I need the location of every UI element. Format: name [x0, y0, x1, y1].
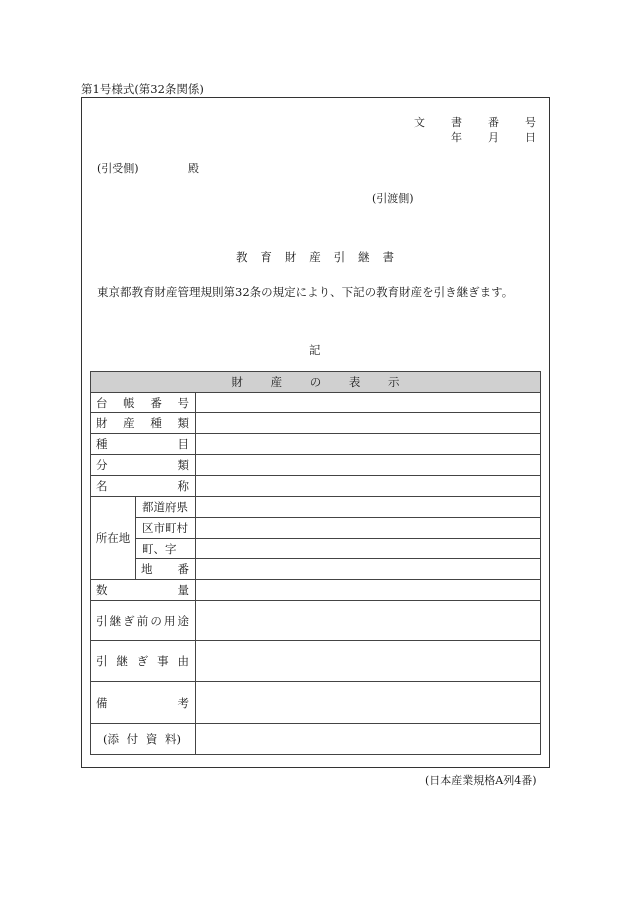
label-char: 量: [177, 583, 189, 597]
ki-label: 記: [309, 343, 321, 357]
name-value[interactable]: [196, 476, 541, 497]
label-char: ぎ: [123, 613, 135, 628]
receiver-label: (引受側): [97, 162, 139, 175]
city-value[interactable]: [196, 518, 541, 539]
date-char: 日: [525, 131, 536, 144]
title-char: 育: [260, 250, 272, 264]
prefecture-value[interactable]: [196, 497, 541, 518]
label-char: 途: [177, 613, 189, 628]
label-char: 産: [123, 416, 135, 430]
header-char: 表: [348, 375, 361, 389]
classification-label: [91, 455, 196, 476]
header-char: の: [309, 375, 322, 389]
label-char: 類: [177, 416, 189, 430]
label-char: 備: [96, 695, 108, 710]
label-char: 考: [177, 695, 189, 710]
table-header: [91, 372, 541, 393]
remarks-value[interactable]: [196, 682, 541, 724]
header-char: 産: [270, 375, 283, 389]
prior-use-value[interactable]: [196, 601, 541, 641]
city-label: 区市町村: [136, 518, 196, 539]
town-value[interactable]: [196, 539, 541, 559]
label-char: 名: [96, 479, 108, 493]
title-char: 産: [309, 250, 321, 264]
label-char: 引: [96, 613, 108, 628]
title-char: 引: [333, 250, 346, 264]
reason-label: [91, 641, 196, 682]
label-char: 種: [150, 416, 162, 430]
title-char: 書: [382, 250, 394, 264]
label-char: 財: [96, 416, 108, 430]
label-char: 種: [96, 437, 108, 451]
reason-value[interactable]: [196, 641, 541, 682]
label-char: 前: [136, 613, 149, 628]
label-char: (添: [103, 732, 119, 746]
label-char: 類: [177, 458, 189, 472]
property-type-value[interactable]: [196, 413, 541, 434]
category-label: [91, 434, 196, 455]
label-char: 番: [177, 562, 189, 576]
label-char: ぎ: [136, 654, 149, 668]
property-type-label: [91, 413, 196, 434]
town-label: 町、字: [136, 539, 196, 559]
location-label: 所在地: [91, 497, 136, 580]
quantity-label: [91, 580, 196, 601]
title-char: 継: [358, 250, 370, 264]
label-char: 番: [150, 395, 162, 410]
label-char: 料): [164, 732, 181, 746]
remarks-label: [91, 682, 196, 724]
label-char: 継: [109, 613, 122, 628]
label-char: 号: [177, 395, 189, 410]
doc-number-char: 号: [525, 116, 536, 129]
lot-number-label: [136, 559, 196, 580]
date-char: 年: [451, 131, 462, 144]
label-char: 事: [157, 654, 169, 668]
ledger-number-value[interactable]: [196, 393, 541, 413]
prior-use-label: [91, 601, 196, 641]
label-char: 数: [96, 583, 108, 597]
form-number-label: 第1号様式(第32条関係): [81, 82, 204, 96]
name-label: [91, 476, 196, 497]
doc-number-char: 書: [451, 116, 462, 129]
doc-number-char: 文: [414, 116, 425, 129]
transferor-label: (引渡側): [372, 192, 414, 205]
label-char: 由: [177, 654, 189, 668]
label-char: 台: [96, 395, 108, 410]
label-char: 用: [163, 613, 176, 628]
classification-value[interactable]: [196, 455, 541, 476]
honorific: 殿: [188, 162, 199, 175]
document-date-label: [451, 129, 536, 145]
header-char: 財: [231, 375, 243, 389]
label-char: 付: [126, 732, 139, 746]
category-value[interactable]: [196, 434, 541, 455]
label-char: 引: [96, 654, 108, 668]
lot-number-value[interactable]: [196, 559, 541, 580]
label-char: の: [150, 613, 162, 628]
property-table: [90, 371, 541, 755]
title-char: 教: [236, 250, 248, 264]
footer-note: (日本産業規格A列4番): [425, 774, 537, 787]
prefecture-label: 都道府県: [136, 497, 196, 518]
title-char: 財: [284, 250, 297, 264]
label-char: 称: [177, 479, 189, 493]
ledger-number-label: [91, 393, 196, 413]
quantity-value[interactable]: [196, 580, 541, 601]
header-char: 示: [388, 375, 400, 389]
attachments-label: [91, 724, 196, 755]
label-char: 帳: [123, 395, 135, 410]
date-char: 月: [488, 131, 499, 144]
label-char: 分: [96, 458, 108, 472]
label-char: 目: [177, 437, 189, 451]
document-title: [236, 249, 394, 265]
label-char: 継: [116, 654, 128, 668]
document-number-label: [414, 114, 536, 130]
label-char: 資: [145, 732, 158, 746]
attachments-value[interactable]: [196, 724, 541, 755]
label-char: 地: [141, 562, 153, 576]
body-text: 東京都教育財産管理規則第32条の規定により、下記の教育財産を引き継ぎます。: [97, 285, 514, 299]
doc-number-char: 番: [488, 116, 499, 129]
